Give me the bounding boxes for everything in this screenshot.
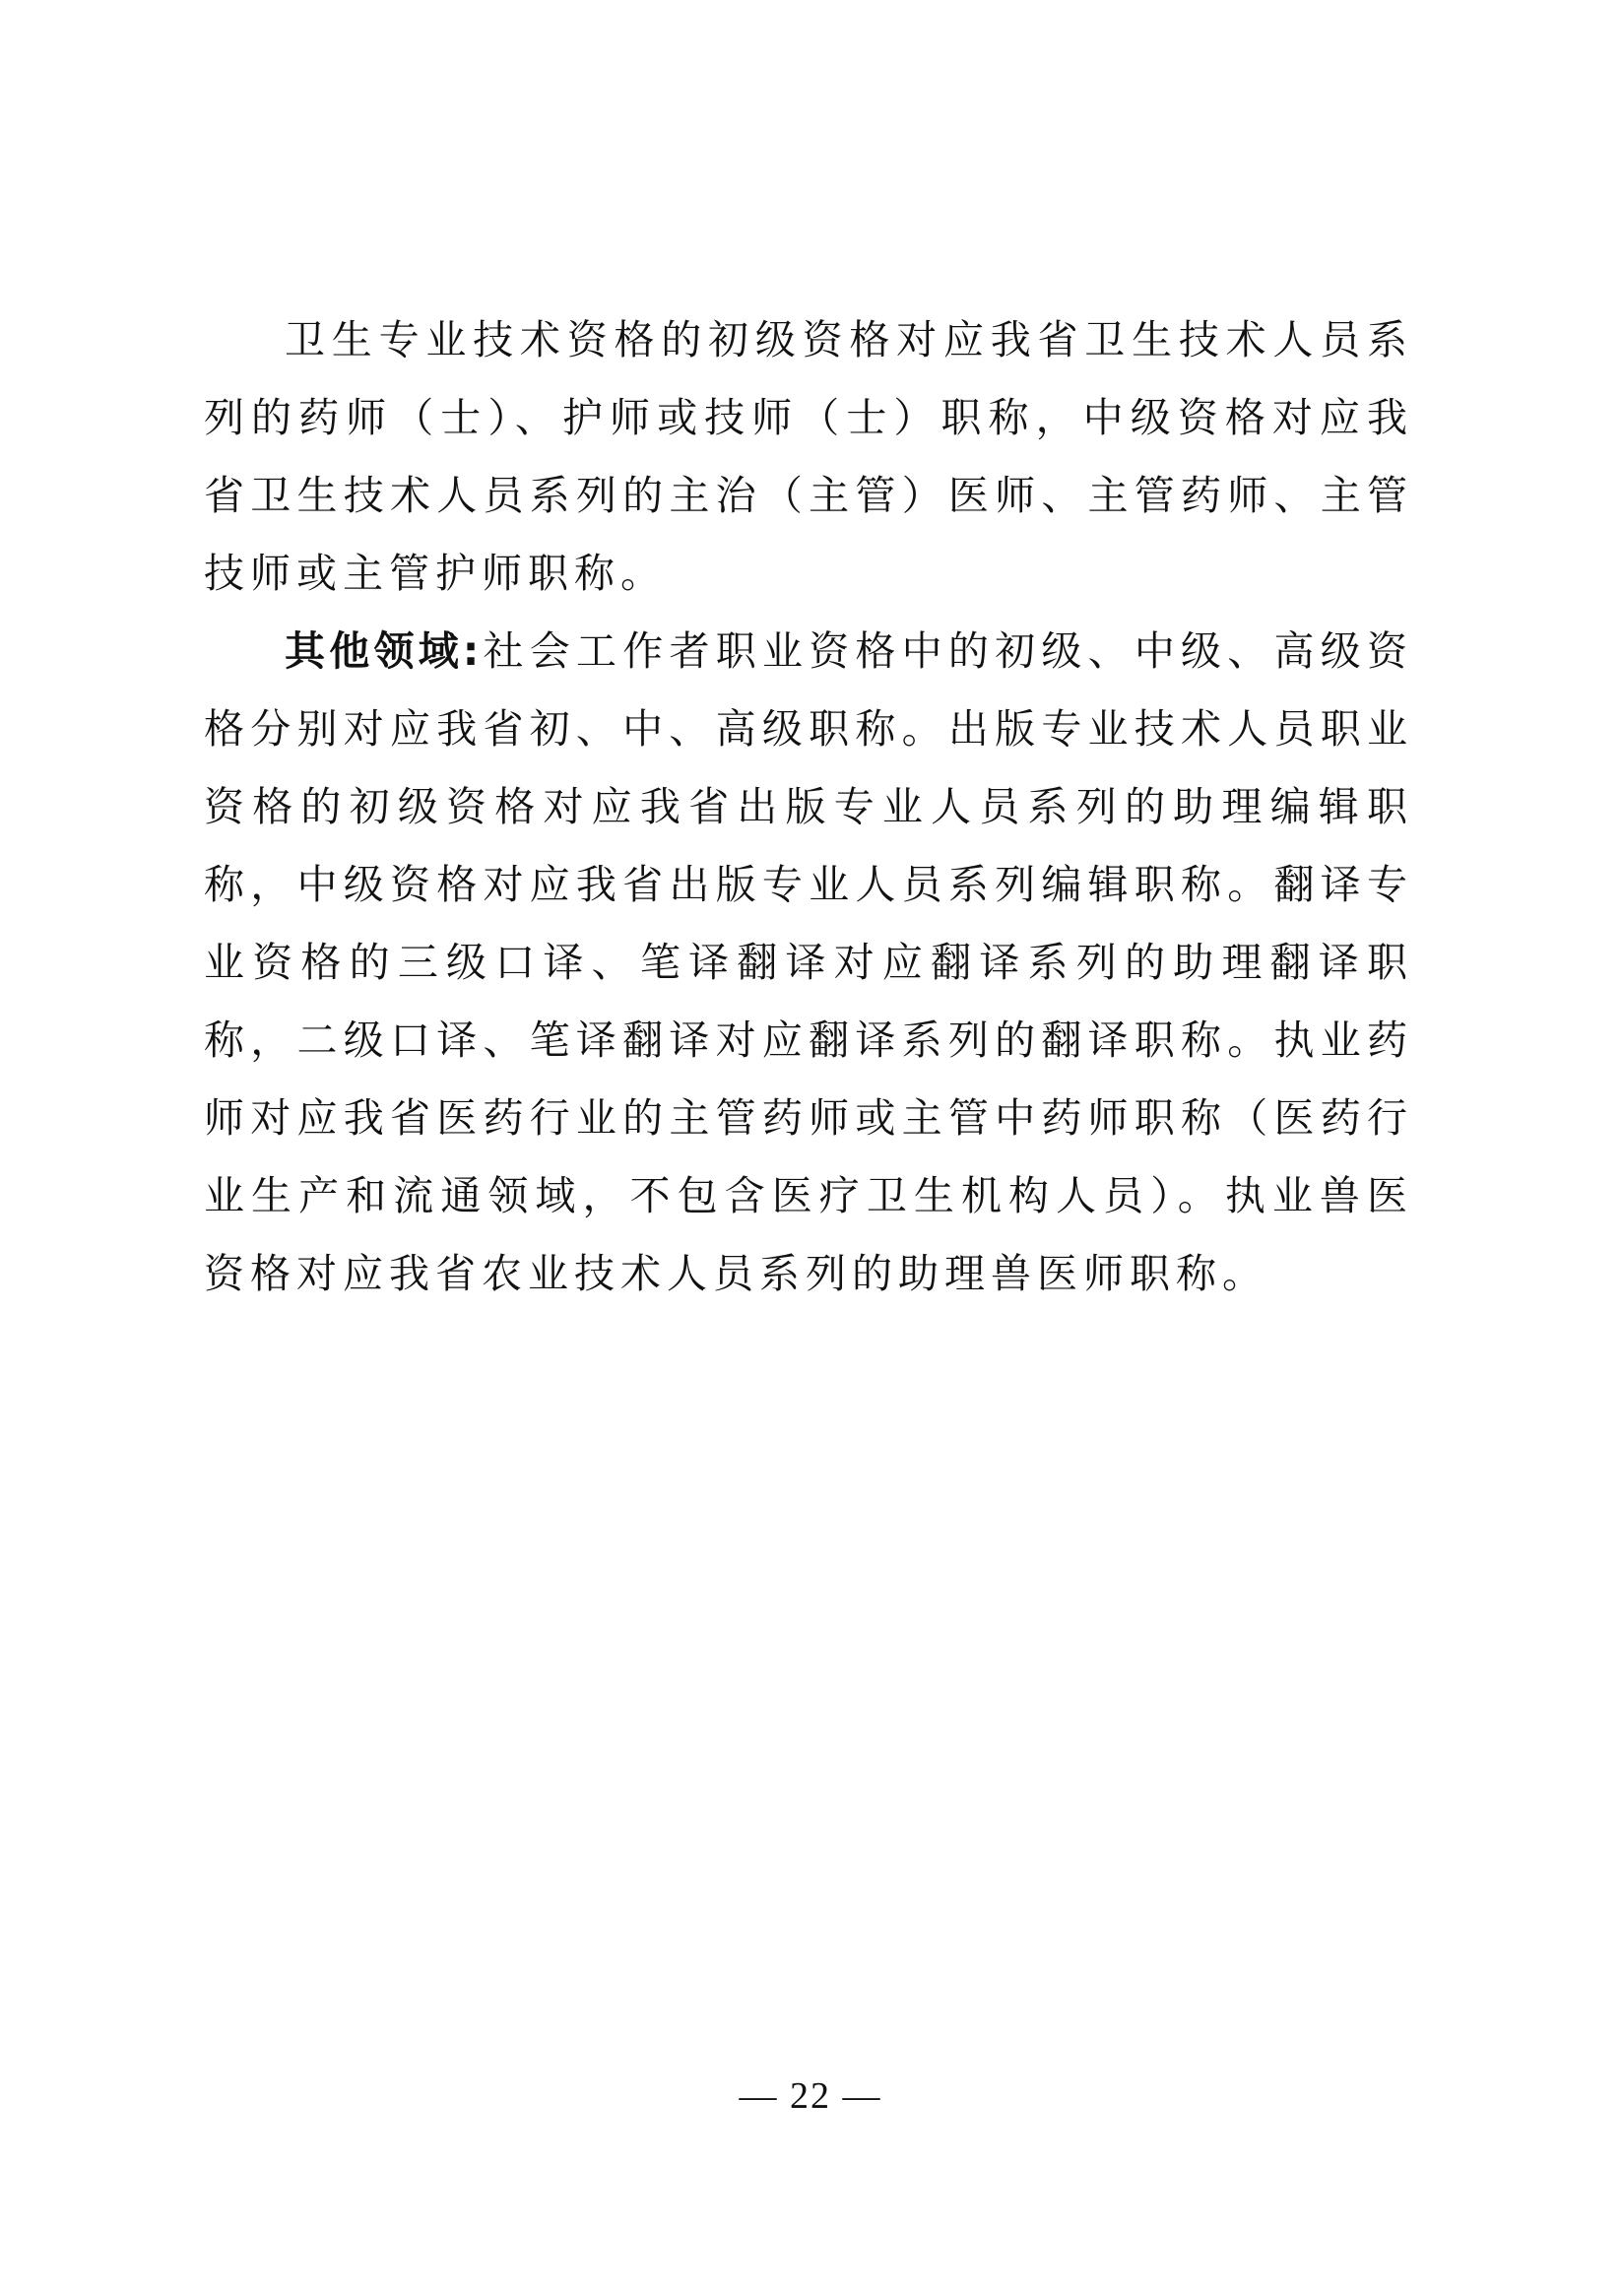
paragraph-health-qualifications (204, 301, 1413, 613)
body-text (204, 301, 1413, 1313)
paragraph-text: 社会工作者职业资格中的初级、中级、高级资格分别对应我省初、中、高级职称。出版专业技术人员职业资格的初级资格对应我省出版专业人员系列的助理编辑职称，中级资格对应我省出版专业人员系列编辑职称。翻译专业资格的三级口译、笔译翻译对应翻译系列的助理翻译职称，二级口译、笔译翻译对应翻译系列的翻译职称。执业药师对应我省医药行业的主管药师或主管中药师职称（医药行业生产和流通领域，不包含医疗卫生机构人员）。执业兽医资格对应我省农业技术人员系列的助理兽医师职称。 (204, 627, 1413, 1297)
paragraph-text: 卫生专业技术资格的初级资格对应我省卫生技术人员系列的药师（士）、护师或技师（士）职称，中级资格对应我省卫生技术人员系列的主治（主管）医师、主管药师、主管技师或主管护师职称。 (204, 316, 1413, 597)
paragraph-other-fields (204, 613, 1413, 1313)
paragraph-lead-heading: 其他领域: (285, 627, 484, 675)
page-number: — 22 — (739, 2075, 882, 2117)
